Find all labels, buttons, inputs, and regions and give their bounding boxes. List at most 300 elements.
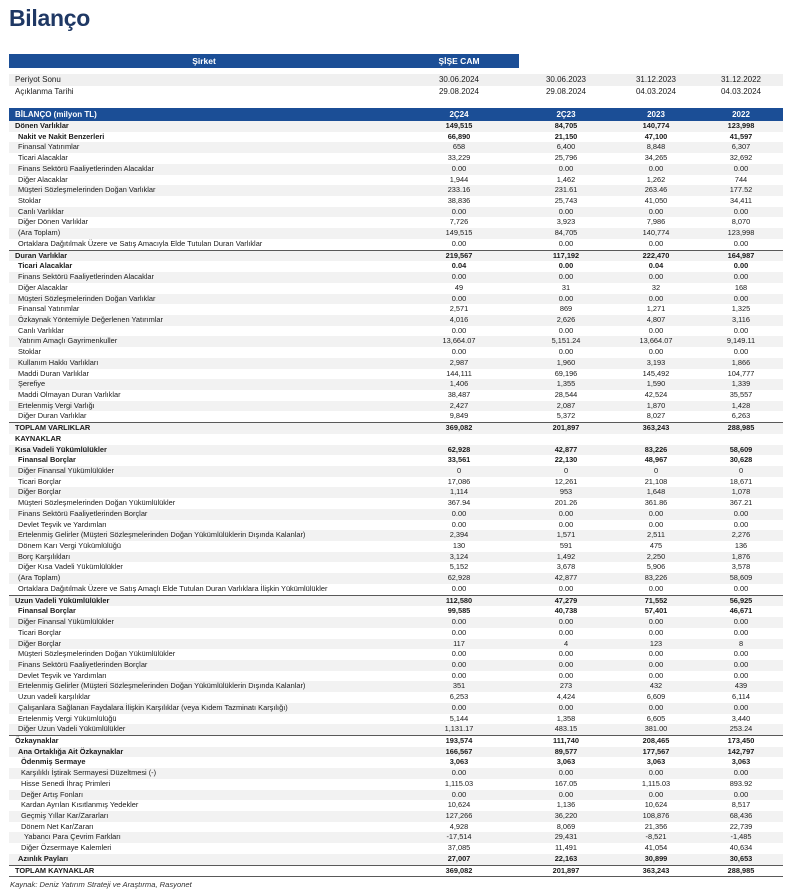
row-value: 6,307 — [731, 142, 751, 152]
row-value: 142,797 — [727, 746, 755, 756]
row-value: 0.00 — [558, 238, 574, 248]
row-value: 58,609 — [729, 573, 753, 583]
row-value: 117,192 — [552, 250, 580, 260]
table-row — [9, 369, 783, 380]
row-value: 13,664.07 — [442, 336, 476, 346]
table-row — [9, 175, 783, 186]
row-value: 658 — [452, 142, 466, 152]
row-value: 144,111 — [446, 368, 472, 378]
row-value: 0.00 — [451, 583, 467, 593]
row-value: 8,069 — [556, 821, 576, 831]
row-label: Nakit ve Nakit Benzerleri — [18, 131, 105, 141]
row-value: 5,144 — [449, 713, 469, 723]
row-value: 2,276 — [731, 530, 751, 540]
row-value: 0.00 — [648, 163, 664, 173]
row-value: 273 — [559, 681, 573, 691]
company-header-label: Şirket — [192, 56, 216, 66]
row-value: 1,866 — [731, 357, 751, 367]
row-label: Ortaklara Dağıtılmak Üzere ve Satış Amacıyla Elde Tutulan Duran Varlıklar — [18, 238, 263, 248]
row-label: Periyot Sonu — [15, 75, 61, 84]
row-value: 0.00 — [733, 617, 749, 627]
row-value: 4,928 — [449, 821, 469, 831]
row-value: 744 — [734, 174, 748, 184]
row-value: 0.00 — [648, 768, 664, 778]
row-label: Stoklar — [18, 196, 42, 206]
row-value: 893.92 — [729, 778, 753, 788]
row-value: 6,400 — [556, 142, 576, 152]
row-value: 201,897 — [552, 423, 580, 433]
row-label: Ticari Borçlar — [18, 627, 62, 637]
row-value: 0.00 — [558, 325, 574, 335]
row-label: Finans Sektörü Faaliyetlerinden Alacaklar — [18, 272, 154, 282]
row-value: 4,016 — [449, 314, 469, 324]
row-value: 208,465 — [642, 735, 670, 745]
row-value: 22,739 — [729, 821, 753, 831]
row-value: 3,063 — [731, 757, 751, 767]
row-value: 233.16 — [447, 185, 471, 195]
row-label: Canlı Varlıklar — [18, 325, 64, 335]
row-value: 0.00 — [558, 206, 574, 216]
table-row — [9, 790, 783, 801]
table-row — [9, 865, 783, 878]
row-value: 363,243 — [642, 423, 670, 433]
row-value: 0.00 — [648, 649, 664, 659]
row-value: 953 — [559, 487, 573, 497]
source-note: Kaynak: Deniz Yatırım Strateji ve Araştırma, Rasyonet — [10, 880, 192, 890]
row-label: Özkaynaklar — [15, 735, 59, 745]
row-label: Müşteri Sözleşmelerinden Doğan Yükümlülükler — [18, 649, 176, 659]
row-label: Ticari Alacaklar — [18, 153, 68, 163]
row-value: 99,585 — [447, 606, 471, 616]
row-value: 8,517 — [731, 800, 751, 810]
row-value: 31.12.2023 — [635, 75, 677, 84]
row-value: 38,836 — [447, 196, 471, 206]
row-value: 0.00 — [558, 670, 574, 680]
row-value: 0.00 — [451, 768, 467, 778]
row-value: 0.00 — [558, 347, 574, 357]
row-value: 68,436 — [729, 811, 753, 820]
row-value: 46,671 — [729, 606, 753, 616]
row-value: 1,325 — [731, 304, 751, 314]
row-value: 1,262 — [646, 174, 666, 184]
row-label: Devlet Teşvik ve Yardımları — [18, 519, 107, 529]
row-label: Müşteri Sözleşmelerinden Doğan Yükümlülükler — [18, 498, 176, 508]
row-value: 3,063 — [556, 757, 576, 767]
table-row — [9, 434, 783, 445]
row-value: 0.00 — [558, 789, 574, 799]
row-value: 149,515 — [445, 121, 473, 130]
row-value: 10,624 — [644, 800, 668, 810]
table-row — [9, 422, 783, 434]
row-label: Kardan Ayrılan Kısıtlanmış Yedekler — [21, 800, 139, 810]
row-value: 288,985 — [727, 423, 755, 433]
row-value: 123,998 — [727, 228, 755, 238]
table-row — [9, 498, 783, 509]
row-value: 2,394 — [449, 530, 469, 540]
row-label: Diğer Alacaklar — [18, 174, 68, 184]
row-value: 363,243 — [642, 865, 670, 875]
row-label: Dönem Net Kar/Zararı — [21, 821, 94, 831]
row-value: 127,266 — [445, 811, 473, 820]
row-value: 0.00 — [558, 659, 574, 669]
row-value: 0.00 — [733, 649, 749, 659]
row-value: 9,149.11 — [726, 336, 756, 346]
row-value: 1,876 — [731, 551, 751, 561]
row-value: 5,906 — [646, 562, 666, 572]
row-label: Kullanım Hakkı Varlıkları — [18, 357, 99, 367]
row-value: 8,848 — [646, 142, 666, 152]
row-value: 0.00 — [733, 670, 749, 680]
table-row — [9, 768, 783, 779]
table-row — [9, 304, 783, 315]
table-row — [9, 261, 783, 272]
row-value: 0.00 — [733, 789, 749, 799]
row-value: 7,986 — [646, 217, 666, 227]
row-value: 1,648 — [646, 487, 666, 497]
row-value: 167.05 — [554, 778, 578, 788]
table-row — [9, 681, 783, 692]
company-name: ŞİŞE CAM — [438, 56, 480, 66]
row-value: 62,928 — [447, 444, 471, 454]
row-value: 140,774 — [642, 121, 670, 130]
row-value: 0 — [456, 466, 462, 475]
row-value: 1,960 — [556, 357, 576, 367]
table-row — [9, 595, 783, 607]
row-label: Finansal Yatırımlar — [18, 142, 80, 152]
row-value: 0.00 — [648, 347, 664, 357]
row-label: (Ara Toplam) — [18, 228, 61, 238]
row-value: 0.00 — [648, 670, 664, 680]
row-label: Uzun Vadeli Yükümlülükler — [15, 595, 110, 605]
row-label: Ticari Alacaklar — [18, 261, 73, 271]
table-row — [9, 239, 783, 250]
row-label: Diğer Borçlar — [18, 638, 62, 648]
row-value: 3,678 — [556, 562, 576, 572]
row-label: Borç Karşılıkları — [18, 551, 71, 561]
row-value: 0.00 — [451, 347, 467, 357]
row-value: 0.00 — [451, 649, 467, 659]
table-row — [9, 142, 783, 153]
table-row — [9, 390, 783, 401]
row-label: Diğer Borçlar — [18, 487, 62, 497]
row-value: 12,261 — [554, 476, 578, 486]
row-value: 1,944 — [449, 174, 469, 184]
row-value — [399, 434, 519, 445]
row-label: Finans Sektörü Faaliyetlerinden Alacaklar — [18, 163, 154, 173]
table-row — [9, 358, 783, 369]
row-value: 37,085 — [447, 843, 471, 853]
row-value: 263.46 — [644, 185, 668, 195]
row-value: 0.00 — [451, 508, 467, 518]
row-value: 7,726 — [449, 217, 469, 227]
table-row — [9, 207, 783, 218]
row-value: 89,577 — [554, 746, 578, 756]
row-value: 177.52 — [729, 185, 753, 195]
row-value: 0.00 — [733, 293, 749, 303]
row-value: 168 — [734, 282, 748, 292]
table-row — [9, 800, 783, 811]
row-value: 439 — [734, 681, 748, 691]
row-value: 0.00 — [558, 293, 574, 303]
row-value: 66,890 — [447, 131, 471, 141]
row-value: 18,671 — [729, 476, 753, 486]
row-value: 0.00 — [558, 519, 574, 529]
row-value: 30,899 — [644, 853, 668, 863]
row-value: 367.94 — [447, 498, 471, 508]
row-value: 32 — [651, 282, 661, 292]
row-value: 222,470 — [642, 250, 670, 260]
row-label: Diğer Uzun Vadeli Yükümlülükler — [18, 724, 126, 734]
row-value: 0.00 — [558, 272, 574, 282]
row-value: 869 — [559, 304, 573, 314]
row-value: 36,220 — [554, 811, 578, 820]
row-value: 8 — [738, 638, 744, 648]
column-header-2023: 2023 — [647, 110, 665, 119]
row-value: 42,877 — [554, 444, 578, 454]
row-value: 0.00 — [451, 325, 467, 335]
row-value: 1,492 — [556, 551, 576, 561]
table-row — [9, 86, 783, 98]
row-label: Şerefiye — [18, 379, 46, 389]
table-row — [9, 411, 783, 422]
row-value: 8,027 — [646, 411, 666, 421]
balance-sheet-report — [9, 0, 783, 889]
table-row — [9, 250, 783, 262]
row-value: 35,557 — [729, 389, 753, 399]
row-value: 1,355 — [556, 379, 576, 389]
row-value: 42,877 — [554, 573, 578, 583]
row-value: 0.00 — [558, 702, 574, 712]
table-row — [9, 217, 783, 228]
row-value: 381.00 — [644, 724, 668, 734]
row-value: 1,870 — [646, 400, 666, 410]
row-label: Maddi Duran Varlıklar — [18, 368, 89, 378]
row-value: 10,624 — [447, 800, 471, 810]
row-value: 201,897 — [552, 865, 580, 875]
table-row — [9, 294, 783, 305]
row-value: 0.00 — [558, 627, 574, 637]
row-label: Ödenmiş Sermaye — [21, 757, 86, 767]
row-value: 1,428 — [731, 400, 751, 410]
row-label: Ortaklara Dağıtılmak Üzere ve Satış Amaçlı Elde Tutulan Duran Varlıklara İlişkin Yükümlülükler — [18, 583, 328, 593]
row-value: 33,229 — [447, 153, 471, 163]
row-label: Duran Varlıklar — [15, 250, 68, 260]
table-row — [9, 714, 783, 725]
row-value: 1,462 — [556, 174, 576, 184]
row-value: 2,987 — [449, 357, 469, 367]
row-value: 1,136 — [556, 800, 576, 810]
table-row — [9, 164, 783, 175]
row-value: 1,078 — [731, 487, 751, 497]
row-value: 4 — [563, 638, 569, 648]
row-value: 0.00 — [648, 325, 664, 335]
table-row — [9, 196, 783, 207]
row-value: 1,115.03 — [641, 778, 671, 788]
column-header-2022: 2022 — [732, 110, 750, 119]
row-value: 108,876 — [642, 811, 670, 820]
row-value: 3,578 — [731, 562, 751, 572]
table-row — [9, 74, 783, 86]
row-value: 41,050 — [644, 196, 668, 206]
row-value: 2,626 — [556, 314, 576, 324]
row-value: 0.00 — [733, 325, 749, 335]
row-label: Ana Ortaklığa Ait Özkaynaklar — [18, 746, 124, 756]
row-label: Açıklanma Tarihi — [15, 87, 74, 96]
table-body — [9, 121, 783, 877]
table-row — [9, 617, 783, 628]
row-value: 0.00 — [733, 272, 749, 282]
row-value: 0.00 — [558, 163, 574, 173]
row-value: 0.00 — [733, 519, 749, 529]
row-value: 2,511 — [647, 530, 665, 540]
row-value: 83,226 — [644, 573, 668, 583]
table-row — [9, 477, 783, 488]
row-value: 6,253 — [449, 692, 469, 702]
row-value: 591 — [559, 541, 573, 551]
row-value: 2,087 — [556, 400, 576, 410]
row-value: 123 — [649, 638, 663, 648]
row-value: 173,450 — [727, 735, 755, 745]
row-value: 34,265 — [644, 153, 668, 163]
table-row — [9, 132, 783, 143]
row-value: 367.21 — [729, 498, 753, 508]
row-value: 38,487 — [447, 389, 471, 399]
row-label: Maddi Olmayan Duran Varlıklar — [18, 389, 121, 399]
row-value: 49 — [454, 282, 464, 292]
row-value: 0.00 — [451, 702, 467, 712]
row-value: 369,082 — [445, 423, 473, 433]
table-row — [9, 573, 783, 584]
row-value: 0.00 — [451, 617, 467, 627]
row-label: Ertelenmiş Gelirler (Müşteri Sözleşmelerinden Doğan Yükümlülüklerin Dışında Kalanlar) — [18, 681, 306, 691]
row-value: 21,356 — [644, 821, 668, 831]
row-value: 3,116 — [732, 314, 750, 324]
row-value: 0.00 — [558, 617, 574, 627]
table-row — [9, 843, 783, 854]
row-value: 33,561 — [447, 455, 471, 465]
row-label: Diğer Alacaklar — [18, 282, 68, 292]
row-value: 111,740 — [553, 735, 579, 745]
row-label: Yatırım Amaçlı Gayrimenkuller — [18, 336, 118, 346]
row-value: 1,571 — [556, 530, 576, 540]
row-value — [519, 434, 613, 445]
table-row — [9, 735, 783, 747]
row-value — [613, 434, 699, 445]
row-value: 30,628 — [729, 455, 753, 465]
row-label: Diğer Kısa Vadeli Yükümlülükler — [18, 562, 123, 572]
row-value: 0.00 — [451, 238, 467, 248]
row-value: 231.61 — [554, 185, 578, 195]
row-value: 4,424 — [556, 692, 576, 702]
row-value: 8,070 — [731, 217, 751, 227]
row-value: 0.00 — [558, 768, 574, 778]
table-row — [9, 326, 783, 337]
row-label: Diğer Finansal Yükümlülükler — [18, 617, 114, 627]
row-value: 9,849 — [449, 411, 469, 421]
row-label: Devlet Teşvik ve Yardımları — [18, 670, 107, 680]
table-row — [9, 228, 783, 239]
table-row — [9, 552, 783, 563]
row-value: 30.06.2024 — [438, 75, 480, 84]
row-value: 6,263 — [731, 411, 751, 421]
row-label: Kısa Vadeli Yükümlülükler — [15, 444, 107, 454]
table-row — [9, 315, 783, 326]
row-value: 0.00 — [733, 659, 749, 669]
row-value: 21,150 — [554, 131, 578, 141]
row-value: 84,705 — [554, 228, 578, 238]
row-value: 2,571 — [449, 304, 469, 314]
row-value: 04.03.2024 — [635, 87, 677, 96]
row-value: 1,115.03 — [444, 778, 474, 788]
row-value: 29.08.2024 — [545, 87, 587, 96]
row-value: 71,552 — [644, 595, 668, 605]
row-label: TOPLAM VARLIKLAR — [15, 423, 91, 433]
row-label: Geçmiş Yıllar Kar/Zararları — [21, 811, 109, 820]
row-value: 6,609 — [646, 692, 666, 702]
table-row — [9, 445, 783, 456]
table-row — [9, 606, 783, 617]
row-value: 6,114 — [732, 692, 750, 702]
row-value: 432 — [649, 681, 663, 691]
row-value: 0 — [563, 466, 569, 475]
row-value: 0.00 — [733, 583, 749, 593]
row-value: 201.26 — [554, 498, 578, 508]
row-value: 0.00 — [451, 627, 467, 637]
row-value: 47,100 — [644, 131, 668, 141]
table-row — [9, 854, 783, 865]
row-value: 13,664.07 — [639, 336, 673, 346]
row-value: 2,427 — [449, 400, 469, 410]
row-value: 0 — [738, 466, 744, 475]
row-label: Ertelenmiş Vergi Yükümlülüğü — [18, 713, 117, 723]
row-label: Diğer Dönen Varlıklar — [18, 217, 89, 227]
row-value: 0.00 — [733, 768, 749, 778]
table-row — [9, 703, 783, 714]
row-label: Müşteri Sözleşmelerinden Doğan Varlıklar — [18, 185, 156, 195]
table-row — [9, 530, 783, 541]
row-label: Ticari Borçlar — [18, 476, 62, 486]
table-row — [9, 336, 783, 347]
row-value: 57,401 — [644, 606, 668, 616]
row-value: 0.00 — [451, 163, 467, 173]
row-value: 483.15 — [554, 724, 578, 734]
row-value: 0.00 — [648, 659, 664, 669]
row-value: 5,372 — [556, 411, 576, 421]
row-label: Yabancı Para Çevrim Farkları — [24, 832, 121, 842]
table-row — [9, 121, 783, 132]
row-value: 21,108 — [644, 476, 668, 486]
row-value: 166,567 — [445, 746, 473, 756]
row-value: 3,193 — [646, 357, 666, 367]
row-value: 48,967 — [644, 455, 668, 465]
row-value: -1,485 — [730, 832, 752, 842]
row-value: 40,738 — [554, 606, 578, 616]
table-row — [9, 832, 783, 843]
row-value: 83,226 — [644, 444, 668, 454]
row-value: 3,063 — [449, 757, 469, 767]
table-row — [9, 466, 783, 477]
row-label: Diğer Duran Varlıklar — [18, 411, 87, 421]
row-value: 475 — [649, 541, 663, 551]
row-value: 22,130 — [554, 455, 578, 465]
company-header-bar — [9, 54, 519, 68]
row-value: 41,054 — [644, 843, 668, 853]
row-value: 0.00 — [648, 627, 664, 637]
table-row — [9, 347, 783, 358]
row-value: 40,634 — [729, 843, 753, 853]
table-row — [9, 628, 783, 639]
table-row — [9, 671, 783, 682]
